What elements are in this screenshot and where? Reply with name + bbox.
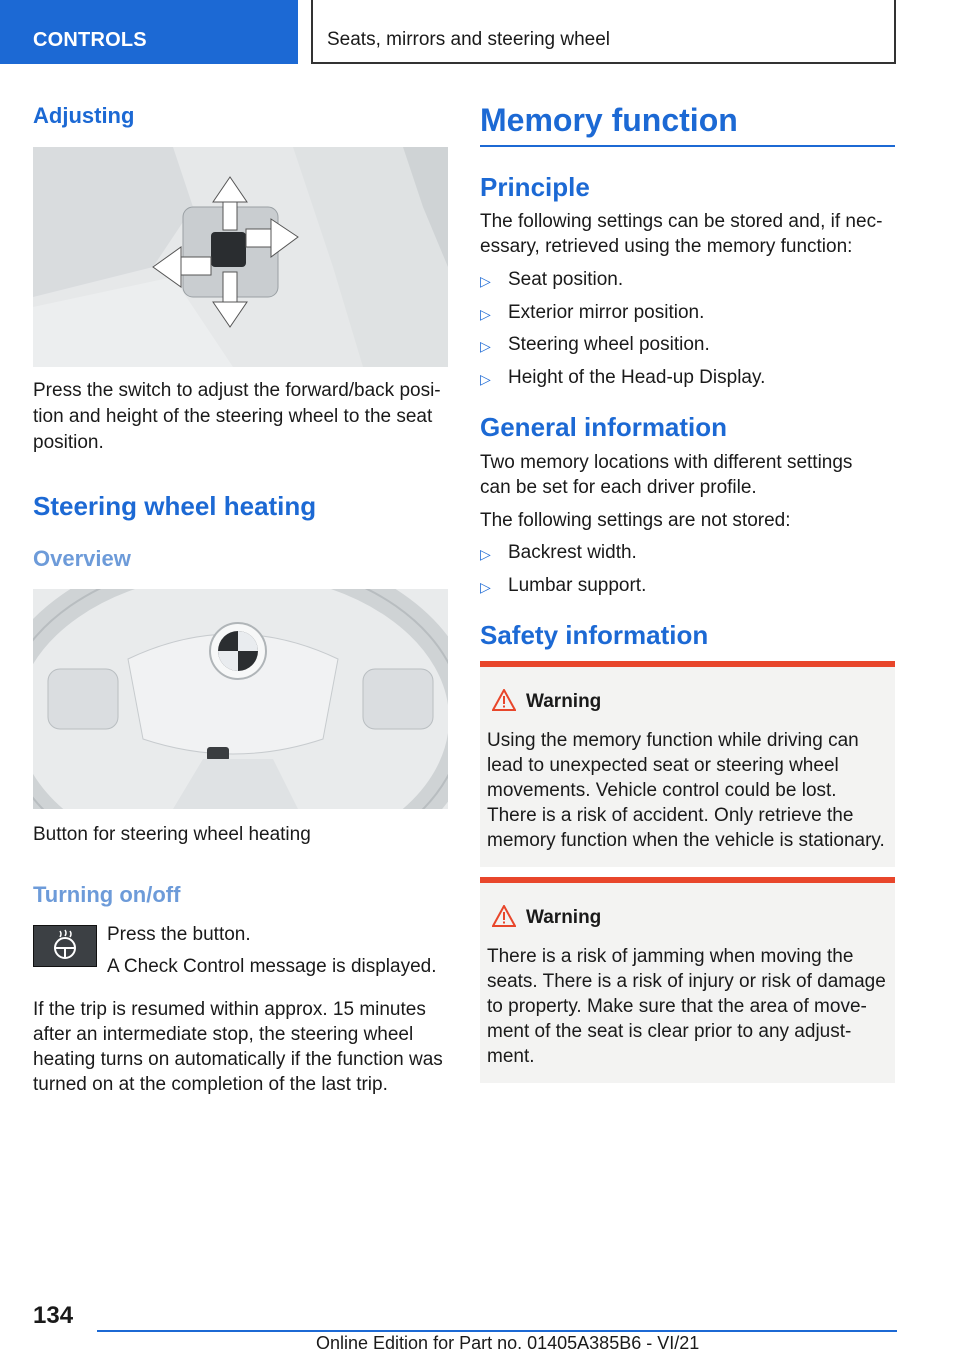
adjusting-text-line-1: Press the switch to adjust the forward/back posi- [33, 380, 441, 401]
adjusting-heading: Adjusting [33, 103, 135, 128]
resume-text-line-4: turned on at the completion of the last trip. [33, 1074, 388, 1095]
list-item: ▷ Exterior mirror position. [480, 300, 765, 333]
page-number: 134 [33, 1302, 74, 1329]
warning-title: Warning [526, 907, 602, 928]
warning-text: There is a risk of jamming when moving the seats. There is a risk of injury or risk of damage to property. Make sure that the area of move- ment of the seat is clear prior to any adjust- ment. [487, 946, 886, 1067]
warning-triangle-icon [492, 689, 516, 716]
turning-step-1: Press the button. [107, 924, 251, 945]
principle-heading: Principle [480, 172, 590, 202]
bullet-triangle-icon: ▷ [480, 305, 491, 322]
general-text-line-3: The following settings are not stored: [480, 510, 791, 531]
memory-heading-rule [480, 145, 895, 147]
principle-text-line-1: The following settings can be stored and, if nec- [480, 211, 883, 232]
principle-list [480, 267, 765, 397]
warning-triangle-icon [492, 905, 516, 932]
bullet-triangle-icon: ▷ [480, 370, 491, 387]
footer-rule [97, 1330, 897, 1332]
chapter-title: Seats, mirrors and steering wheel [327, 29, 611, 50]
warning-box-2 [480, 877, 895, 1083]
list-item: ▷ Seat position. [480, 267, 765, 300]
bullet-triangle-icon: ▷ [480, 578, 491, 595]
steering-heating-heading: Steering wheel heating [33, 491, 317, 521]
warning-box-1 [480, 661, 895, 867]
steering-wheel-image [33, 589, 448, 809]
overview-caption: Button for steering wheel heating [33, 824, 311, 845]
turning-step-2: A Check Control message is displayed. [107, 956, 437, 977]
edition-note: Online Edition for Part no. 01405A385B6 - VI/21 [316, 1333, 700, 1353]
not-stored-list [480, 540, 646, 605]
steering-column-switch-image [33, 147, 448, 367]
section-tab [0, 0, 298, 64]
bullet-triangle-icon: ▷ [480, 338, 491, 354]
resume-text-line-1: If the trip is resumed within approx. 15 minutes [33, 999, 426, 1020]
general-text-line-1: Two memory locations with different settings [480, 452, 853, 473]
memory-heading: Memory function [480, 102, 738, 138]
resume-text-line-3: heating turns on automatically if the function was [33, 1049, 443, 1070]
warning-title: Warning [526, 691, 602, 712]
steering-wheel-heating-button-icon [33, 925, 97, 967]
general-heading: General information [480, 412, 728, 442]
overview-heading: Overview [33, 546, 131, 571]
list-item: ▷ Lumbar support. [480, 573, 646, 606]
chapter-tab [311, 0, 896, 64]
list-item: ▷ Steering wheel position. [480, 332, 765, 365]
bullet-triangle-icon: ▷ [480, 273, 491, 289]
turning-heading: Turning on/off [33, 882, 181, 907]
principle-text-line-2: essary, retrieved using the memory function: [480, 236, 853, 257]
bullet-triangle-icon: ▷ [480, 546, 491, 562]
section-title: CONTROLS [33, 29, 147, 51]
list-item: ▷ Height of the Head-up Display. [480, 365, 765, 398]
safety-heading: Safety information [480, 620, 709, 650]
adjusting-text-line-3: position. [33, 432, 104, 453]
resume-text-line-2: after an intermediate stop, the steering wheel [33, 1024, 414, 1045]
warning-text: Using the memory function while driving can lead to unexpected seat or steering wheel movements. Vehicle control could be lost. There is a risk of accident. Only retrieve the memory function when the vehicle is stationary. [487, 730, 885, 851]
adjusting-text-line-2: tion and height of the steering wheel to the seat [33, 406, 433, 427]
general-text-line-2: can be set for each driver profile. [480, 477, 757, 498]
list-item: ▷ Backrest width. [480, 540, 646, 573]
